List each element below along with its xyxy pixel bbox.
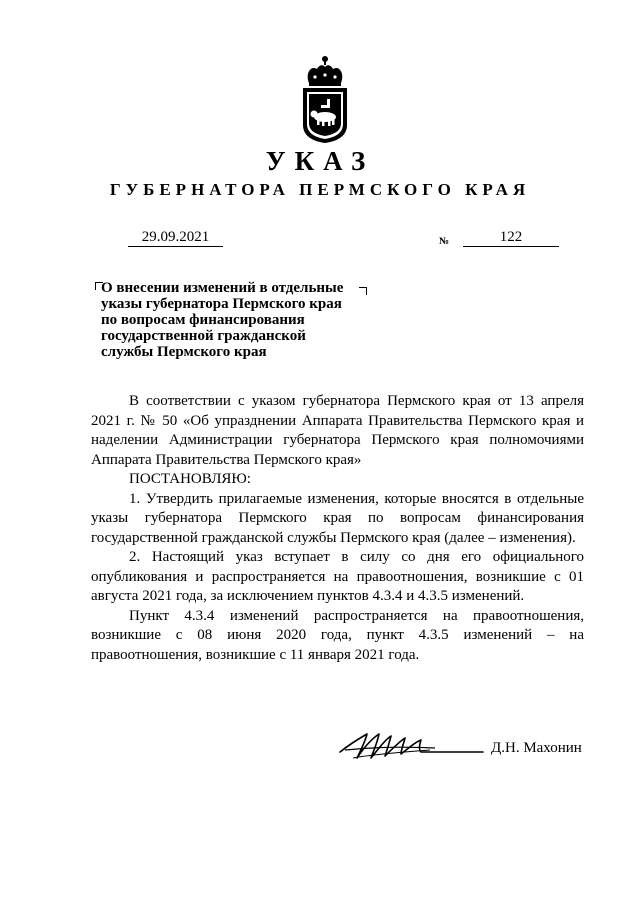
crown-icon xyxy=(308,56,343,86)
signatory-name: Д.Н. Махонин xyxy=(491,740,582,756)
document-number: 122 xyxy=(463,229,559,247)
coat-of-arms-icon xyxy=(297,55,353,145)
handwritten-signature xyxy=(335,724,485,774)
document-subject: О внесении изменений в отдельные указы губернатора Пермского края по вопросам финансирования государственной гражданской службы Пермского края xyxy=(101,280,344,360)
body-paragraph: ПОСТАНОВЛЯЮ: xyxy=(129,471,251,487)
document-subtitle: ГУБЕРНАТОРА ПЕРМСКОГО КРАЯ xyxy=(109,180,531,199)
body-paragraph: 1. Утвердить прилагаемые изменения, которые вносятся в отдельные указы губернатора Пермского края по вопросам финансирования государственной гражданской службы Пермского края (далее – изменения). xyxy=(91,490,584,546)
document-date: 29.09.2021 xyxy=(128,229,223,247)
number-label: № xyxy=(439,236,450,247)
document-body xyxy=(91,392,584,665)
body-paragraph: Пункт 4.3.4 изменений распространяется на правоотношения, возникшие с 08 июня 2020 года, пункт 4.3.5 изменений – на правоотношения, возникшие с 11 января 2021 года. xyxy=(91,607,584,663)
document-title: УКАЗ xyxy=(265,146,375,176)
body-paragraph: В соответствии с указом губернатора Пермского края от 13 апреля 2021 г. № 50 «Об упразднении Аппарата Правительства Пермского края и наделении Администрации губернатора Пермского края полномочиями Аппарата Правительства Пермского края» xyxy=(91,393,584,468)
body-paragraph: 2. Настоящий указ вступает в силу со дня его официального опубликования и распространяется на правоотношения, возникшие с 01 августа 2021 года, за исключением пунктов 4.3.4 и 4.3.5 изменений. xyxy=(91,549,584,604)
